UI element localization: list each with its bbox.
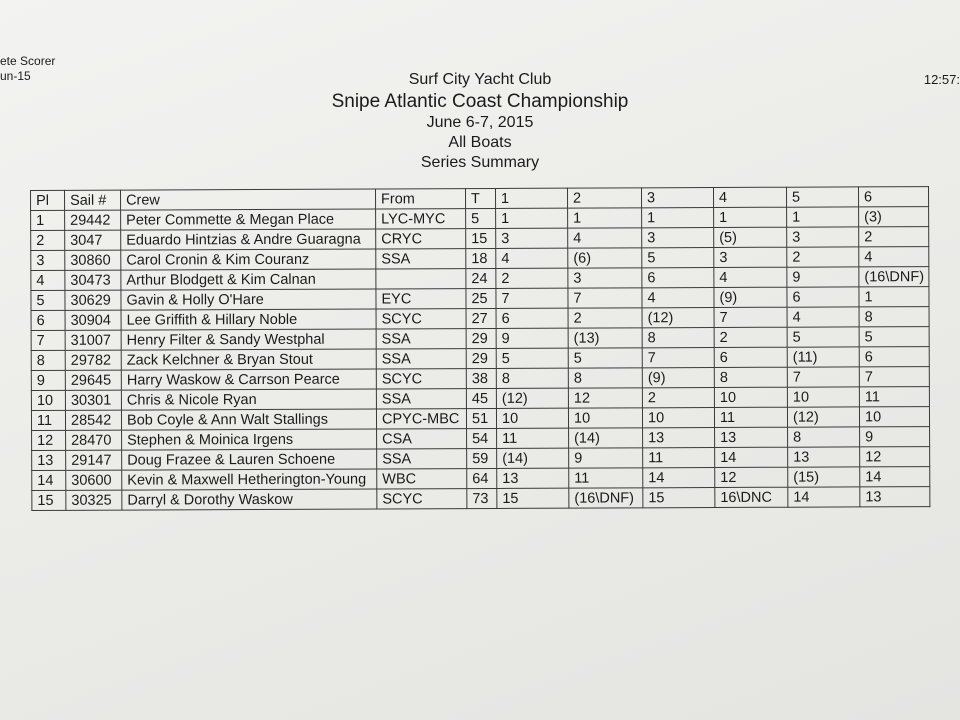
- cell-race-1: 6: [496, 308, 568, 328]
- cell-total: 15: [466, 228, 496, 248]
- cell-sail: 29442: [65, 210, 121, 230]
- cell-race-3: (12): [642, 308, 714, 328]
- cell-race-2: 1: [568, 208, 642, 228]
- cell-race-1: 13: [497, 468, 569, 488]
- cell-total: 45: [466, 388, 496, 408]
- cell-pl: 10: [31, 390, 65, 410]
- cell-race-1: 11: [497, 428, 569, 448]
- cell-race-6: 13: [860, 487, 930, 507]
- cell-race-5: (11): [787, 347, 859, 367]
- cell-race-5: 1: [787, 207, 859, 227]
- cell-race-6: 9: [860, 427, 930, 447]
- cell-pl: 4: [31, 270, 65, 290]
- cell-race-5: 7: [787, 367, 859, 387]
- cell-race-2: (6): [568, 248, 642, 268]
- cell-total: 54: [467, 428, 497, 448]
- cell-race-3: 8: [642, 328, 714, 348]
- cell-race-3: 6: [642, 268, 714, 288]
- cell-race-5: 6: [787, 287, 859, 307]
- cell-from: SCYC: [376, 309, 466, 329]
- cell-race-3: 15: [643, 488, 715, 508]
- cell-race-5: 4: [787, 307, 859, 327]
- report-header: [230, 70, 730, 173]
- cell-pl: 15: [32, 490, 66, 510]
- cell-crew: Darryl & Dorothy Waskow: [122, 489, 377, 510]
- cell-from: SSA: [377, 449, 467, 469]
- cell-race-6: 14: [860, 467, 930, 487]
- cell-pl: 13: [32, 450, 66, 470]
- cell-race-3: 13: [643, 428, 715, 448]
- cell-race-6: 7: [859, 367, 929, 387]
- cell-race-1: 3: [496, 228, 568, 248]
- event-title: Snipe Atlantic Coast Championship: [331, 91, 629, 112]
- cell-from: [376, 269, 466, 289]
- cell-sail: 28470: [66, 430, 122, 450]
- cell-race-6: 1: [859, 287, 929, 307]
- print-date: un-15: [0, 69, 31, 83]
- cell-sail: 29645: [65, 370, 121, 390]
- cell-total: 18: [466, 248, 496, 268]
- cell-pl: 6: [31, 310, 65, 330]
- table-row: [32, 487, 930, 511]
- column-header-race-6: 6: [858, 187, 928, 207]
- cell-race-1: (14): [497, 448, 569, 468]
- cell-sail: 28542: [65, 410, 121, 430]
- cell-race-3: 11: [643, 448, 715, 468]
- cell-race-5: 10: [787, 387, 859, 407]
- cell-from: CRYC: [376, 229, 466, 249]
- cell-pl: 8: [31, 350, 65, 370]
- cell-total: 38: [466, 368, 496, 388]
- cell-from: SSA: [376, 389, 466, 409]
- cell-total: 29: [466, 328, 496, 348]
- cell-race-3: 3: [642, 228, 714, 248]
- cell-pl: 12: [32, 430, 66, 450]
- cell-total: 24: [466, 268, 496, 288]
- cell-race-4: 2: [714, 327, 787, 347]
- cell-race-5: 5: [787, 327, 859, 347]
- cell-race-6: 6: [859, 347, 929, 367]
- cell-total: 73: [467, 488, 497, 508]
- cell-race-1: (12): [496, 388, 568, 408]
- cell-crew: Bob Coyle & Ann Walt Stallings: [121, 409, 376, 430]
- cell-race-2: 7: [568, 288, 642, 308]
- column-header-race-3: 3: [641, 188, 713, 208]
- cell-from: SSA: [376, 329, 466, 349]
- cell-race-1: 8: [496, 368, 568, 388]
- cell-race-4: 8: [714, 367, 787, 387]
- cell-crew: Stephen & Moinica Irgens: [122, 429, 377, 450]
- cell-total: 51: [466, 408, 496, 428]
- column-header-sail: Sail #: [65, 190, 121, 210]
- cell-pl: 11: [31, 410, 65, 430]
- cell-race-2: 5: [568, 348, 642, 368]
- column-header-race-4: 4: [713, 187, 786, 207]
- column-header-race-5: 5: [786, 187, 858, 207]
- cell-race-4: 12: [715, 467, 788, 487]
- cell-total: 59: [467, 448, 497, 468]
- cell-race-4: 7: [714, 307, 787, 327]
- cell-race-1: 10: [496, 408, 568, 428]
- cell-race-6: (3): [859, 207, 929, 227]
- cell-race-3: 7: [642, 348, 714, 368]
- cell-race-3: (9): [642, 368, 714, 388]
- cell-race-4: (5): [714, 227, 787, 247]
- cell-race-1: 1: [496, 208, 568, 228]
- cell-sail: 29782: [65, 350, 121, 370]
- cell-race-3: 5: [642, 248, 714, 268]
- cell-race-2: 2: [568, 308, 642, 328]
- cell-race-4: 16\DNC: [715, 487, 788, 507]
- cell-race-4: 6: [714, 347, 787, 367]
- cell-race-5: 9: [787, 267, 859, 287]
- cell-crew: Chris & Nicole Ryan: [121, 389, 376, 410]
- cell-crew: Kevin & Maxwell Hetherington-Young: [122, 469, 377, 490]
- cell-crew: Doug Frazee & Lauren Schoene: [122, 449, 377, 470]
- cell-race-6: 4: [859, 247, 929, 267]
- cell-sail: 29147: [66, 450, 122, 470]
- cell-total: 64: [467, 468, 497, 488]
- cell-race-6: 2: [859, 227, 929, 247]
- cell-crew: Lee Griffith & Hillary Noble: [121, 309, 376, 330]
- cell-race-2: 12: [568, 388, 642, 408]
- cell-crew: Peter Commette & Megan Place: [121, 209, 376, 230]
- cell-pl: 5: [31, 290, 65, 310]
- cell-total: 27: [466, 308, 496, 328]
- cell-race-2: (13): [568, 328, 642, 348]
- cell-race-2: 3: [568, 268, 642, 288]
- cell-race-2: 4: [568, 228, 642, 248]
- cell-race-4: 1: [714, 207, 787, 227]
- cell-total: 29: [466, 348, 496, 368]
- cell-crew: Carol Cronin & Kim Couranz: [121, 249, 376, 270]
- cell-race-5: 3: [787, 227, 859, 247]
- column-header-crew: Crew: [121, 189, 376, 210]
- cell-race-6: 10: [859, 407, 929, 427]
- cell-pl: 7: [31, 330, 65, 350]
- column-header-race-2: 2: [567, 188, 641, 208]
- cell-from: CSA: [377, 429, 467, 449]
- column-header-total: T: [465, 188, 495, 208]
- cell-pl: 2: [31, 230, 65, 250]
- results-body: [31, 207, 930, 511]
- cell-race-6: 11: [859, 387, 929, 407]
- cell-crew: Gavin & Holly O'Hare: [121, 289, 376, 310]
- cell-race-4: (9): [714, 287, 787, 307]
- cell-from: LYC-MYC: [376, 209, 466, 229]
- cell-race-1: 7: [496, 288, 568, 308]
- cell-race-5: (15): [788, 467, 860, 487]
- cell-race-6: 8: [859, 307, 929, 327]
- cell-race-5: 2: [787, 247, 859, 267]
- cell-crew: Zack Kelchner & Bryan Stout: [121, 349, 376, 370]
- cell-race-3: 14: [643, 468, 715, 488]
- results-table: [30, 186, 930, 511]
- cell-sail: 30860: [65, 250, 121, 270]
- cell-race-2: 10: [568, 408, 642, 428]
- cell-sail: 30600: [66, 470, 122, 490]
- cell-race-2: 11: [569, 468, 643, 488]
- cell-sail: 30629: [65, 290, 121, 310]
- column-header-race-1: 1: [495, 188, 567, 208]
- cell-pl: 9: [31, 370, 65, 390]
- column-header-pl: Pl: [31, 190, 65, 210]
- cell-race-5: 13: [788, 447, 860, 467]
- cell-race-4: 10: [714, 387, 787, 407]
- cell-race-2: (16\DNF): [569, 488, 643, 508]
- cell-crew: Henry Filter & Sandy Westphal: [121, 329, 376, 350]
- cell-from: WBC: [377, 469, 467, 489]
- cell-crew: Eduardo Hintzias & Andre Guaragna: [121, 229, 376, 250]
- cell-sail: 30904: [65, 310, 121, 330]
- cell-race-1: 15: [497, 488, 569, 508]
- cell-sail: 31007: [65, 330, 121, 350]
- cell-race-3: 2: [642, 388, 714, 408]
- corner-left-text: [0, 54, 55, 84]
- cell-race-4: 3: [714, 247, 787, 267]
- cell-race-4: 14: [715, 447, 788, 467]
- cell-race-3: 4: [642, 288, 714, 308]
- cell-crew: Harry Waskow & Carrson Pearce: [121, 369, 376, 390]
- cell-race-2: (14): [569, 428, 643, 448]
- cell-race-1: 5: [496, 348, 568, 368]
- column-header-from: From: [375, 189, 465, 209]
- cell-from: SCYC: [377, 489, 467, 509]
- cell-from: CPYC-MBC: [376, 409, 466, 429]
- cell-race-4: 13: [715, 427, 788, 447]
- cell-race-1: 9: [496, 328, 568, 348]
- cell-pl: 3: [31, 250, 65, 270]
- club-name: Surf City Yacht Club: [408, 71, 552, 88]
- cell-pl: 1: [31, 210, 65, 230]
- cell-race-4: 11: [714, 407, 787, 427]
- cell-race-1: 4: [496, 248, 568, 268]
- cell-race-6: 12: [860, 447, 930, 467]
- cell-total: 25: [466, 288, 496, 308]
- cell-from: SCYC: [376, 369, 466, 389]
- cell-race-2: 9: [569, 448, 643, 468]
- cell-race-6: 5: [859, 327, 929, 347]
- print-time: 12:57:: [923, 72, 960, 87]
- cell-crew: Arthur Blodgett & Kim Calnan: [121, 269, 376, 290]
- cell-race-5: 14: [788, 487, 860, 507]
- cell-race-2: 8: [568, 368, 642, 388]
- cell-sail: 30325: [66, 490, 122, 510]
- cell-pl: 14: [32, 470, 66, 490]
- scorer-label: ete Scorer: [0, 54, 56, 68]
- event-dates: June 6-7, 2015: [426, 114, 534, 131]
- fleet-name: All Boats: [448, 134, 512, 151]
- cell-sail: 30473: [65, 270, 121, 290]
- cell-race-6: (16\DNF): [859, 267, 929, 287]
- cell-sail: 3047: [65, 230, 121, 250]
- cell-race-5: (12): [787, 407, 859, 427]
- cell-race-3: 1: [642, 208, 714, 228]
- cell-race-4: 4: [714, 267, 787, 287]
- cell-sail: 30301: [65, 390, 121, 410]
- report-type: Series Summary: [420, 154, 540, 171]
- cell-race-1: 2: [496, 268, 568, 288]
- cell-from: SSA: [376, 249, 466, 269]
- cell-total: 5: [466, 208, 496, 228]
- cell-race-3: 10: [642, 408, 714, 428]
- cell-from: EYC: [376, 289, 466, 309]
- cell-race-5: 8: [788, 427, 860, 447]
- cell-from: SSA: [376, 349, 466, 369]
